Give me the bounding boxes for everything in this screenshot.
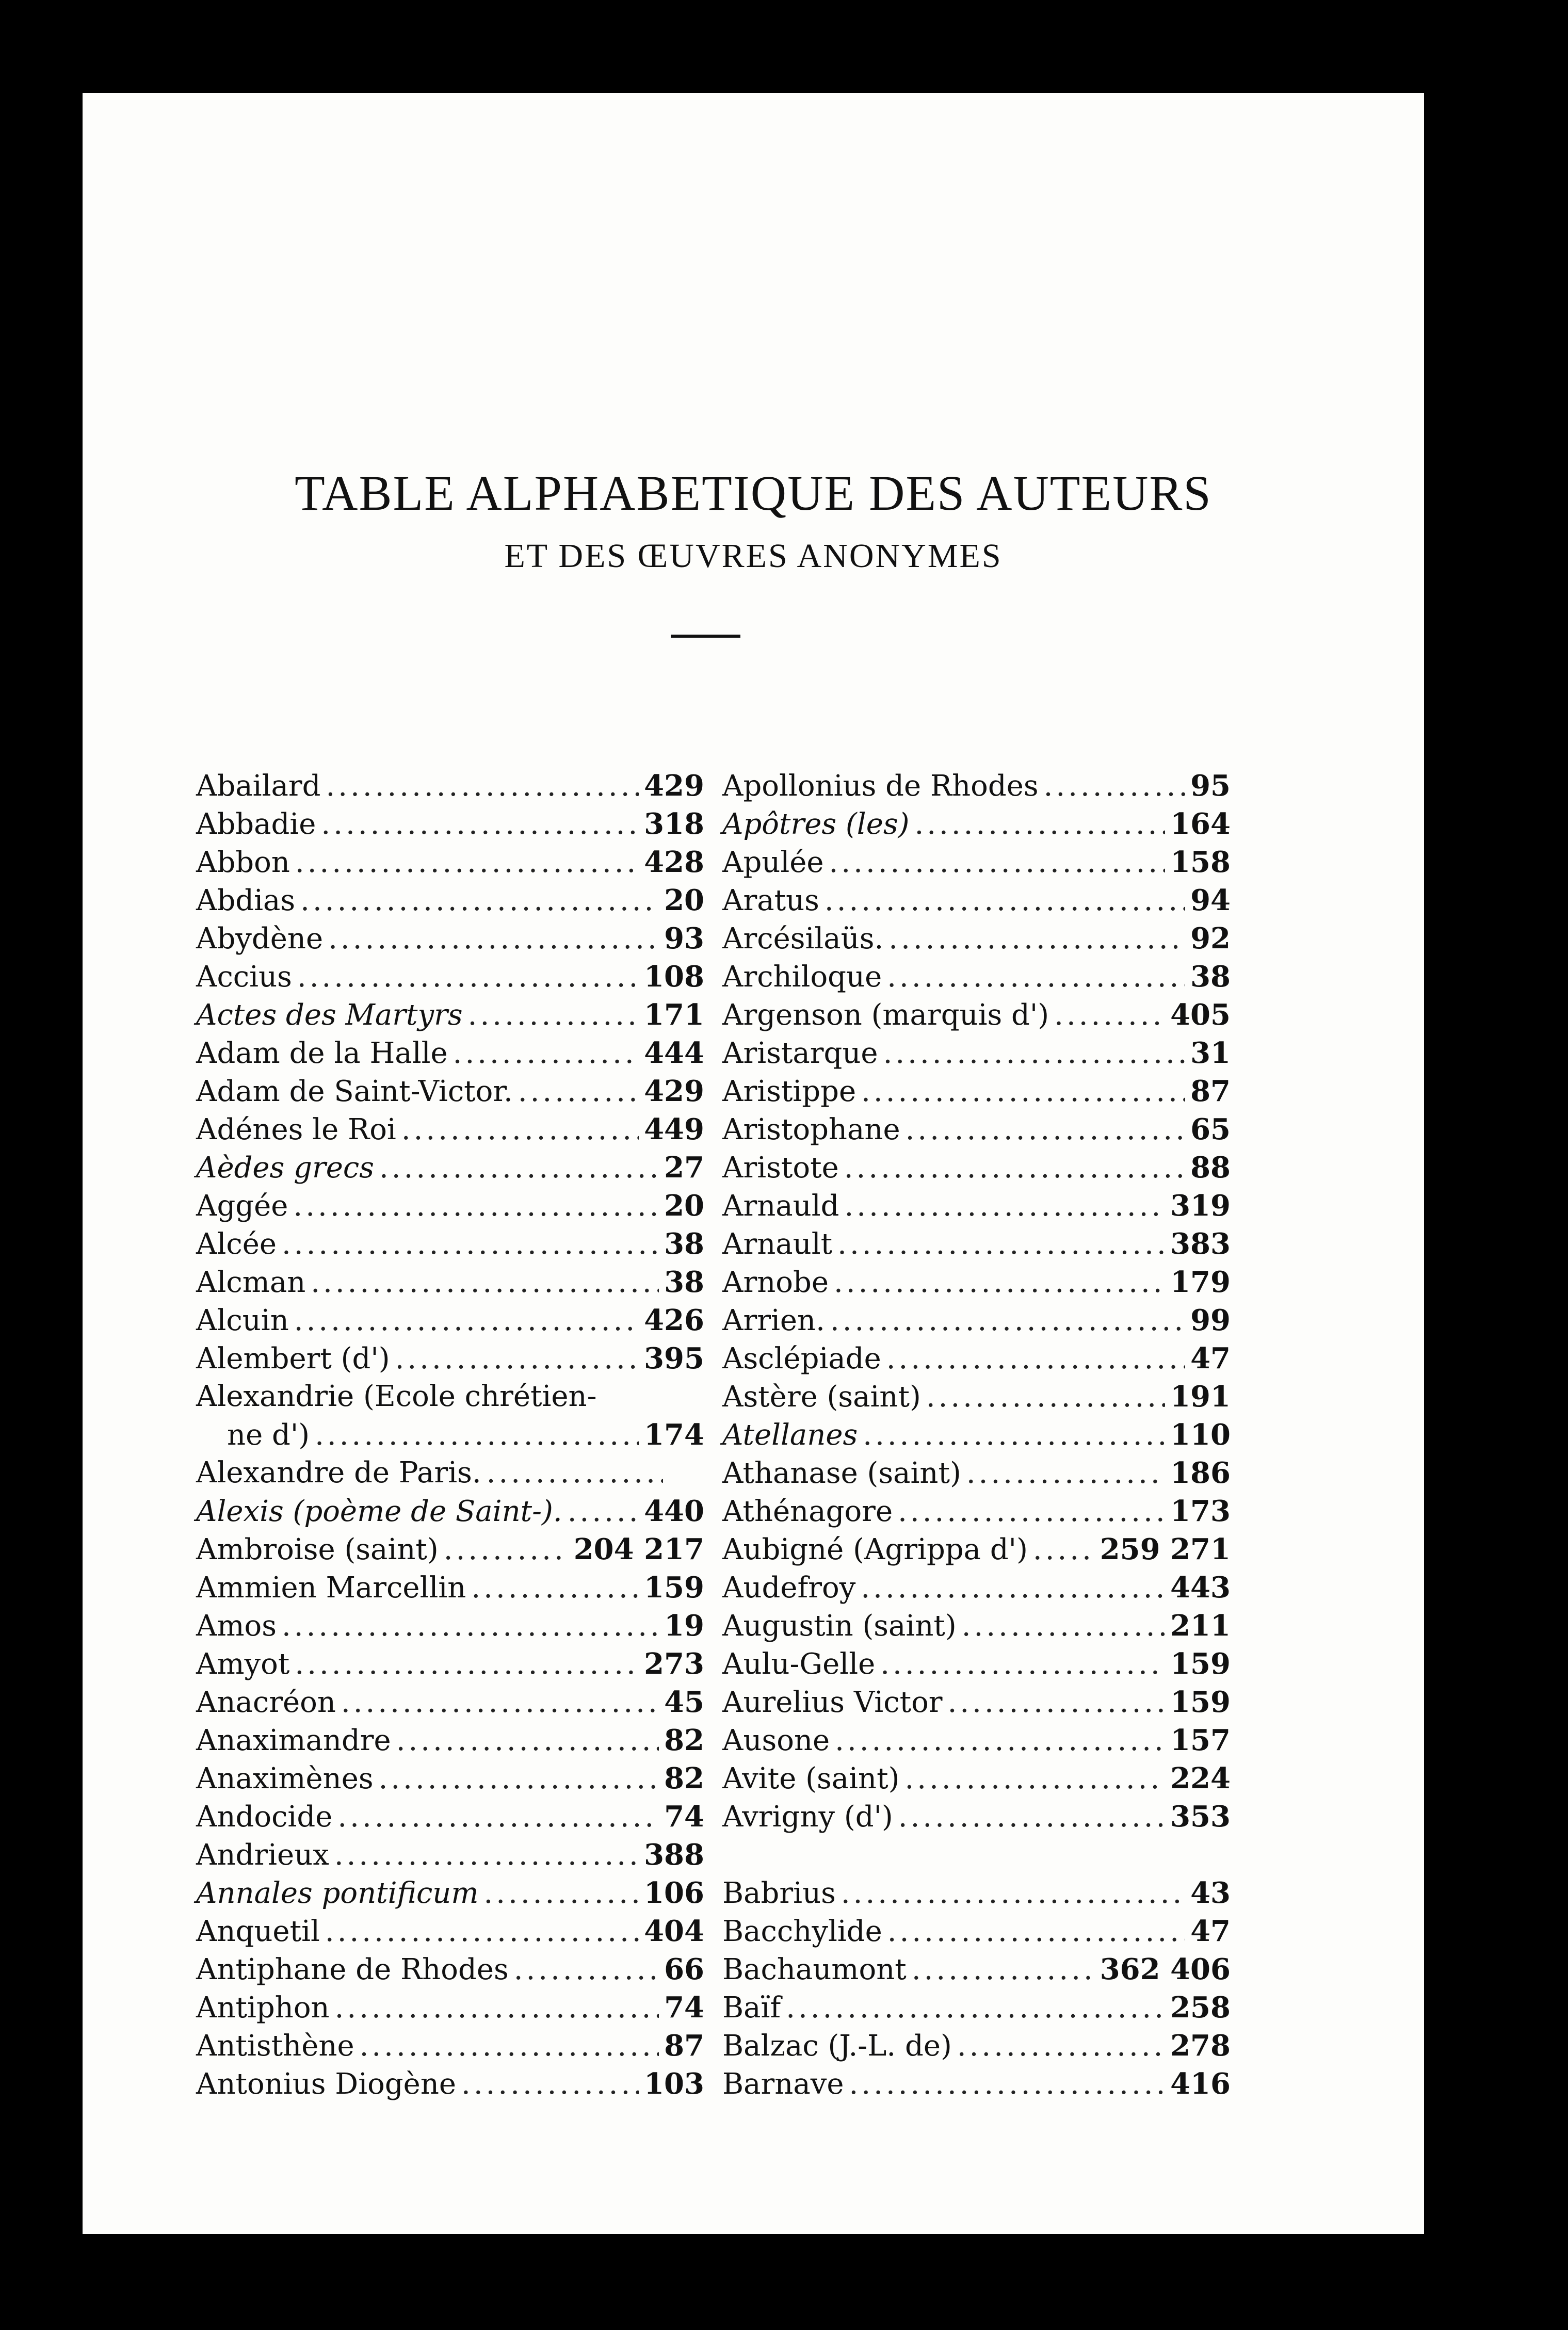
entry-name: Arrien. (722, 1304, 825, 1337)
entry-name: Apollonius de Rhodes (722, 769, 1039, 803)
entry-name: Adam de la Halle (196, 1037, 448, 1070)
page-subtitle: ET DES ŒUVRES ANONYMES (504, 537, 1003, 575)
entry-page-number: 395 (644, 1341, 704, 1376)
leader-dots (325, 1915, 639, 1948)
entry-name: Augustin (saint) (722, 1609, 957, 1643)
leader-dots (395, 1342, 639, 1376)
index-entry (722, 1112, 1231, 1151)
index-entry (196, 1991, 704, 2029)
leader-dots (948, 1686, 1166, 1719)
leader-dots (1033, 1533, 1095, 1566)
entry-name: Bachaumont (722, 1953, 907, 1986)
leader-dots (295, 846, 639, 879)
entry-page-number: 186 (1170, 1456, 1231, 1490)
leader-dots (844, 1151, 1185, 1185)
entry-page-number: 191 (1170, 1380, 1231, 1414)
leader-dots (845, 1189, 1166, 1223)
entry-name: Arcésilaüs. (722, 922, 884, 956)
index-entry (722, 2029, 1231, 2067)
index-entry (196, 1723, 704, 1761)
entry-name: Alexandrie (Ecole chrétien- (196, 1380, 597, 1413)
entry-name: Aubigné (Agrippa d') (722, 1533, 1028, 1566)
index-entry (196, 1647, 704, 1685)
index-entry (196, 960, 704, 998)
leader-dots (282, 1609, 659, 1643)
entry-page-number: 20 (664, 1189, 704, 1223)
leader-dots (957, 2029, 1165, 2063)
leader-dots (568, 1495, 639, 1528)
entry-page-number: 74 (664, 1800, 704, 1834)
leader-dots (898, 1495, 1165, 1528)
entry-name: Adam de Saint-Victor. (196, 1075, 513, 1108)
entry-page-number: 174 (644, 1418, 704, 1452)
leader-dots (444, 1533, 569, 1566)
entry-name: Aratus (722, 884, 819, 917)
entry-name: Apulée (722, 846, 824, 879)
leader-dots (328, 922, 659, 956)
index-entry (196, 1456, 704, 1494)
leader-dots (906, 1113, 1185, 1146)
entry-name: Astère (saint) (722, 1380, 921, 1414)
index-entry (196, 1112, 704, 1151)
entry-name: Ammien Marcellin (196, 1571, 466, 1605)
index-entry (722, 1723, 1231, 1761)
entry-page-number: 38 (1190, 960, 1231, 994)
index-entry (196, 1380, 704, 1418)
leader-dots (461, 2067, 639, 2101)
entry-name: Aèdes grecs (196, 1151, 374, 1185)
entry-name: Arnault (722, 1227, 833, 1261)
index-entry (722, 921, 1231, 960)
entry-name: Aristote (722, 1151, 839, 1185)
index-entry (196, 1914, 704, 1952)
index-entry (196, 1494, 704, 1532)
entry-page-number: 106 (644, 1876, 704, 1910)
left-index-column (196, 769, 704, 2105)
index-entry (722, 2067, 1231, 2105)
leader-dots (483, 1876, 639, 1910)
index-entry (196, 1036, 704, 1074)
entry-name: Anacréon (196, 1686, 336, 1719)
entry-page-number: 66 (664, 1952, 704, 1986)
leader-dots (825, 884, 1185, 917)
entry-page-number: 204 217 (573, 1532, 704, 1566)
entry-page-number: 159 (644, 1571, 704, 1605)
entry-name: Audefroy (722, 1571, 856, 1605)
entry-name: Accius (196, 960, 292, 994)
leader-dots (883, 1037, 1185, 1070)
entry-page-number: 88 (1190, 1151, 1231, 1185)
entry-name: Alexis (poème de Saint-). (196, 1495, 562, 1528)
index-entry (722, 1761, 1231, 1800)
leader-dots (518, 1075, 639, 1108)
leader-dots (341, 1686, 659, 1719)
index-entry (196, 883, 704, 921)
leader-dots (926, 1380, 1165, 1414)
index-entry (722, 1380, 1231, 1418)
leader-dots (468, 998, 639, 1032)
entry-name: Andocide (196, 1800, 333, 1834)
entry-name: Anaximandre (196, 1724, 391, 1757)
leader-dots (837, 1227, 1165, 1261)
entry-page-number: 157 (1170, 1723, 1231, 1757)
leader-dots (487, 1456, 663, 1490)
leader-dots (514, 1953, 659, 1986)
entry-page-number: 353 (1170, 1800, 1231, 1834)
entry-page-number: 95 (1190, 769, 1231, 803)
leader-dots (786, 1991, 1165, 2025)
entry-name: Antiphon (196, 1991, 330, 2025)
leader-dots (861, 1571, 1165, 1605)
right-index-column (722, 769, 1231, 2105)
leader-dots (315, 1418, 639, 1452)
entry-page-number: 65 (1190, 1112, 1231, 1146)
entry-name: Apôtres (les) (722, 807, 910, 841)
entry-name: Abdias (196, 884, 296, 917)
index-entry (722, 1800, 1231, 1838)
leader-dots (887, 960, 1185, 994)
index-entry (196, 2029, 704, 2067)
index-entry (196, 1151, 704, 1189)
leader-dots (966, 1457, 1165, 1490)
title-rule (671, 635, 740, 638)
entry-name: Annales pontificum (196, 1876, 479, 1910)
entry-name: Archiloque (722, 960, 882, 994)
entry-page-number: 428 (644, 845, 704, 879)
index-entry (196, 2067, 704, 2105)
entry-page-number: 416 (1170, 2067, 1231, 2101)
entry-page-number: 278 (1170, 2029, 1231, 2063)
entry-name: Argenson (marquis d') (722, 998, 1049, 1032)
entry-page-number: 211 (1170, 1609, 1231, 1643)
leader-dots (379, 1151, 659, 1185)
entry-name: Bacchylide (722, 1915, 882, 1948)
leader-dots (326, 769, 639, 803)
leader-dots (861, 1075, 1185, 1108)
entry-page-number: 82 (664, 1761, 704, 1795)
leader-dots (453, 1037, 639, 1070)
leader-dots (379, 1762, 659, 1795)
entry-page-number: 273 (644, 1647, 704, 1681)
entry-page-number: 429 (644, 1074, 704, 1108)
entry-name: Ambroise (saint) (196, 1533, 439, 1566)
entry-name: Asclépiade (722, 1342, 881, 1376)
entry-page-number: 99 (1190, 1303, 1231, 1337)
index-entry (196, 1265, 704, 1303)
index-entry (722, 1991, 1231, 2029)
leader-dots (293, 1189, 659, 1223)
entry-page-number: 318 (644, 807, 704, 841)
leader-dots (360, 2029, 659, 2063)
entry-name: Anquetil (196, 1915, 320, 1948)
leader-dots (962, 1609, 1165, 1643)
entry-name: Babrius (722, 1876, 836, 1910)
leader-dots (294, 1304, 639, 1337)
entry-name: Aristarque (722, 1037, 878, 1070)
entry-name: Aurelius Victor (722, 1686, 943, 1719)
index-entry (722, 883, 1231, 921)
leader-dots (1054, 998, 1165, 1032)
entry-name: Barnave (722, 2067, 844, 2101)
index-entry (196, 1952, 704, 1991)
index-entry (722, 1227, 1231, 1265)
index-entry (196, 1418, 704, 1456)
leader-dots (300, 884, 659, 917)
leader-dots (321, 807, 639, 841)
page-title: TABLE ALPHABETIQUE DES AUTEURS (295, 465, 1212, 521)
entry-page-number: 87 (664, 2029, 704, 2063)
entry-name: Alcman (196, 1266, 306, 1299)
index-entry (722, 1876, 1231, 1914)
index-entry (722, 1265, 1231, 1303)
entry-name: Baïf (722, 1991, 781, 2025)
leader-dots (835, 1724, 1165, 1757)
entry-page-number: 110 (1170, 1418, 1231, 1452)
index-entry (722, 807, 1231, 845)
entry-page-number: 31 (1190, 1036, 1231, 1070)
entry-page-number: 158 (1170, 845, 1231, 879)
leader-dots (829, 846, 1166, 879)
index-entry (196, 1074, 704, 1112)
entry-page-number: 82 (664, 1723, 704, 1757)
index-entry (722, 1303, 1231, 1341)
entry-page-number: 443 (1170, 1571, 1231, 1605)
leader-dots (334, 1838, 639, 1872)
entry-name: Antonius Diogène (196, 2067, 457, 2101)
index-entry (722, 1685, 1231, 1723)
entry-page-number: 27 (664, 1151, 704, 1185)
entry-page-number: 362 406 (1100, 1952, 1231, 1986)
leader-dots (841, 1876, 1185, 1910)
entry-name: Alembert (d') (196, 1342, 390, 1376)
entry-name: Alcuin (196, 1304, 289, 1337)
leader-dots (1044, 769, 1185, 803)
leader-dots (335, 1991, 659, 2025)
index-entry (722, 769, 1231, 807)
leader-dots (888, 922, 1185, 956)
entry-page-number: 179 (1170, 1265, 1231, 1299)
entry-name: Amos (196, 1609, 277, 1643)
entry-page-number: 173 (1170, 1494, 1231, 1528)
index-entry (722, 1914, 1231, 1952)
entry-page-number: 429 (644, 769, 704, 803)
entry-page-number: 38 (664, 1227, 704, 1261)
entry-name: Andrieux (196, 1838, 329, 1872)
entry-page-number: 20 (664, 883, 704, 917)
index-entry (722, 1418, 1231, 1456)
entry-name: Athanase (saint) (722, 1457, 961, 1490)
entry-page-number: 171 (644, 998, 704, 1032)
entry-page-number: 258 (1170, 1991, 1231, 2025)
entry-page-number: 405 (1170, 998, 1231, 1032)
index-entry (196, 1303, 704, 1341)
entry-name: Avite (saint) (722, 1762, 900, 1795)
entry-page-number: 74 (664, 1991, 704, 2025)
index-entry (196, 1838, 704, 1876)
entry-page-number: 19 (664, 1609, 704, 1643)
entry-page-number: 383 (1170, 1227, 1231, 1261)
index-entry (196, 1227, 704, 1265)
entry-name: Arnobe (722, 1266, 829, 1299)
leader-dots (830, 1304, 1185, 1337)
leader-dots (849, 2067, 1166, 2101)
entry-page-number: 94 (1190, 883, 1231, 917)
index-entry (196, 1571, 704, 1609)
entry-name: Abydène (196, 922, 324, 956)
entry-name: Actes des Martyrs (196, 998, 463, 1032)
entry-name: Abbadie (196, 807, 316, 841)
leader-dots (834, 1266, 1165, 1299)
index-entry (196, 921, 704, 960)
entry-page-number: 426 (644, 1303, 704, 1337)
index-entry (196, 1341, 704, 1380)
entry-name: Balzac (J.-L. de) (722, 2029, 952, 2063)
entry-page-number: 108 (644, 960, 704, 994)
index-entry (722, 1647, 1231, 1685)
entry-page-number: 43 (1190, 1876, 1231, 1910)
leader-dots (396, 1724, 659, 1757)
index-entry (196, 807, 704, 845)
leader-dots (887, 1915, 1185, 1948)
index-entry (722, 1494, 1231, 1532)
entry-name: Aggée (196, 1189, 288, 1223)
index-entry (196, 1532, 704, 1571)
index-entry (196, 1876, 704, 1914)
index-entry (722, 1074, 1231, 1112)
entry-page-number: 159 (1170, 1685, 1231, 1719)
entry-page-number: 388 (644, 1838, 704, 1872)
entry-name: ne d') (227, 1418, 310, 1452)
entry-page-number: 164 (1170, 807, 1231, 841)
leader-dots (912, 1953, 1095, 1986)
entry-name: Amyot (196, 1647, 290, 1681)
entry-name: Antisthène (196, 2029, 354, 2063)
entry-name: Adénes le Roi (196, 1113, 396, 1146)
leader-dots (904, 1762, 1165, 1795)
index-entry (722, 1341, 1231, 1380)
entry-page-number: 319 (1170, 1189, 1231, 1223)
entry-page-number: 259 271 (1100, 1532, 1231, 1566)
leader-dots (914, 807, 1165, 841)
index-entry (722, 1456, 1231, 1494)
index-entry (722, 1151, 1231, 1189)
entry-name: Arnauld (722, 1189, 839, 1223)
leader-dots (401, 1113, 639, 1146)
entry-name: Abailard (196, 769, 321, 803)
index-entry (196, 1800, 704, 1838)
entry-page-number: 404 (644, 1914, 704, 1948)
entry-name: Avrigny (d') (722, 1800, 893, 1834)
index-entry (722, 1952, 1231, 1991)
leader-dots (337, 1800, 659, 1834)
entry-page-number: 92 (1190, 921, 1231, 956)
entry-name: Anaximènes (196, 1762, 374, 1795)
entry-name: Aulu-Gelle (722, 1647, 876, 1681)
entry-page-number: 440 (644, 1494, 704, 1528)
leader-dots (898, 1800, 1165, 1834)
index-entry (722, 1532, 1231, 1571)
entry-page-number: 103 (644, 2067, 704, 2101)
leader-dots (880, 1647, 1165, 1681)
entry-name: Abbon (196, 846, 290, 879)
index-entry (722, 1189, 1231, 1227)
entry-name: Alexandre de Paris. (196, 1456, 481, 1490)
index-entry (196, 1761, 704, 1800)
leader-dots (863, 1418, 1165, 1452)
leader-dots (471, 1571, 639, 1605)
index-entry (196, 1685, 704, 1723)
index-entry (196, 769, 704, 807)
entry-name: Ausone (722, 1724, 830, 1757)
index-entry (196, 998, 704, 1036)
index-entry (196, 1189, 704, 1227)
entry-name: Aristophane (722, 1113, 900, 1146)
leader-dots (311, 1266, 659, 1299)
entry-page-number: 444 (644, 1036, 704, 1070)
entry-page-number: 93 (664, 921, 704, 956)
entry-page-number: 47 (1190, 1914, 1231, 1948)
entry-name: Alcée (196, 1227, 277, 1261)
index-entry (722, 1036, 1231, 1074)
entry-name: Antiphane de Rhodes (196, 1953, 509, 1986)
entry-page-number: 224 (1170, 1761, 1231, 1795)
index-entry (196, 845, 704, 883)
index-entry (722, 1571, 1231, 1609)
index-entry (722, 998, 1231, 1036)
index-entry (722, 1609, 1231, 1647)
leader-dots (295, 1647, 639, 1681)
entry-page-number: 45 (664, 1685, 704, 1719)
entry-page-number: 159 (1170, 1647, 1231, 1681)
entry-name: Athénagore (722, 1495, 893, 1528)
entry-page-number: 47 (1190, 1341, 1231, 1376)
index-entry (722, 960, 1231, 998)
book-page (83, 93, 1424, 2234)
index-entry (722, 845, 1231, 883)
entry-name: Aristippe (722, 1075, 856, 1108)
leader-dots (297, 960, 639, 994)
index-entry (196, 1609, 704, 1647)
entry-page-number: 38 (664, 1265, 704, 1299)
entry-page-number: 449 (644, 1112, 704, 1146)
leader-dots (282, 1227, 659, 1261)
entry-page-number: 87 (1190, 1074, 1231, 1108)
leader-dots (886, 1342, 1185, 1376)
entry-name: Atellanes (722, 1418, 858, 1452)
